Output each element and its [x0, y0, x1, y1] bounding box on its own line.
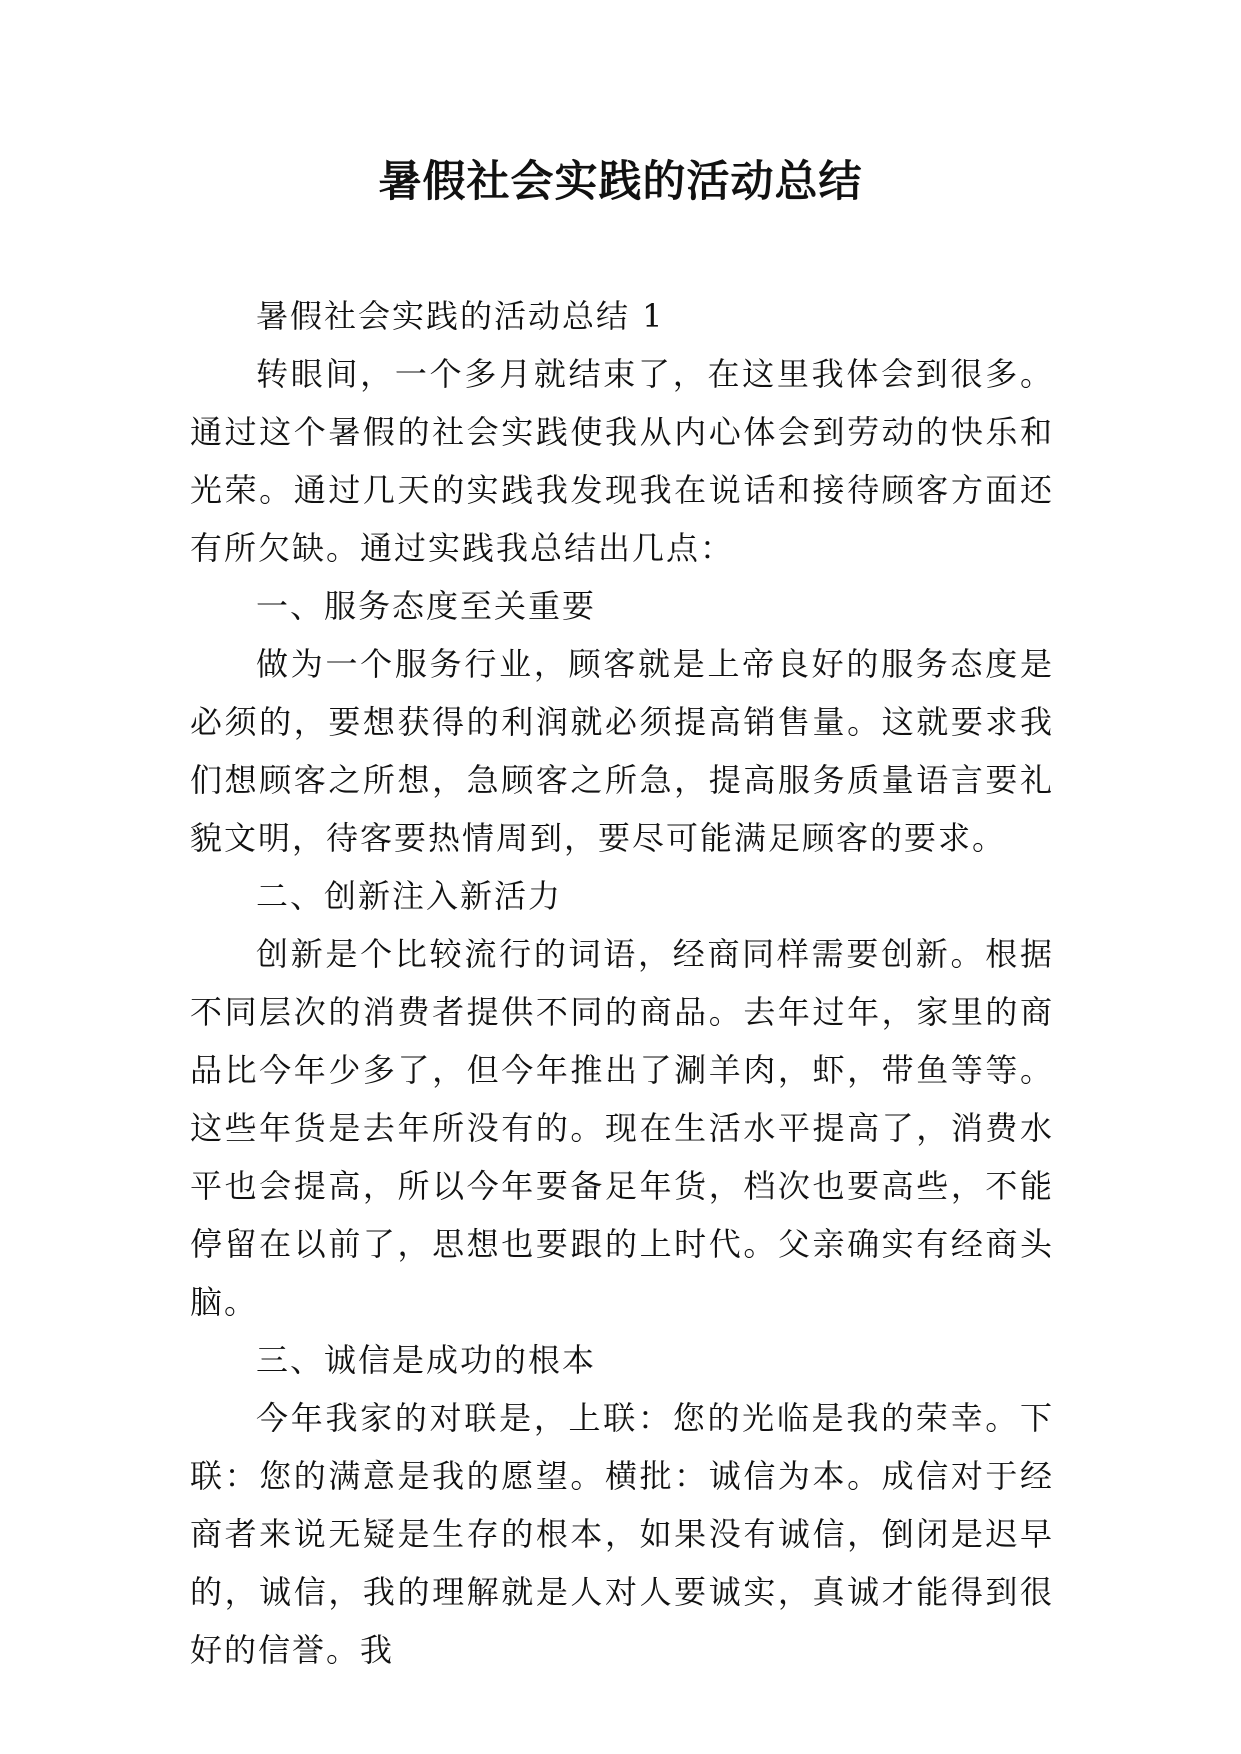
document-title: 暑假社会实践的活动总结 — [378, 157, 863, 207]
paragraph-innovation: 创新是个比较流行的词语，经商同样需要创新。根据不同层次的消费者提供不同的商品。去年过年，家里的商品比今年少多了，但今年推出了涮羊肉，虾，带鱼等等。这些年货是去年所没有的。现在生活水平提高了，消费水平也会提高，所以今年要备足年货，档次也要高些，不能停留在以前了，思想也要跟的上时代。父亲确实有经商头脑。 — [190, 935, 1054, 1321]
paragraph-integrity: 今年我家的对联是，上联：您的光临是我的荣幸。下联：您的满意是我的愿望。横批：诚信为本。成信对于经商者来说无疑是生存的根本，如果没有诚信，倒闭是迟早的，诚信，我的理解就是人对人要诚实，真诚才能得到很好的信誉。我 — [190, 1399, 1054, 1669]
heading-service-attitude: 一、服务态度至关重要 — [256, 587, 597, 625]
paragraph-intro: 转眼间，一个多月就结束了，在这里我体会到很多。通过这个暑假的社会实践使我从内心体会到劳动的快乐和光荣。通过几天的实践我发现我在说话和接待顾客方面还有所欠缺。通过实践我总结出几点： — [190, 355, 1054, 567]
document-body — [190, 287, 1054, 1679]
heading-innovation: 二、创新注入新活力 — [256, 877, 563, 915]
section-subtitle: 暑假社会实践的活动总结 1 — [256, 297, 665, 335]
paragraph-service-attitude: 做为一个服务行业，顾客就是上帝良好的服务态度是必须的，要想获得的利润就必须提高销售量。这就要求我们想顾客之所想，急顾客之所急，提高服务质量语言要礼貌文明，待客要热情周到，要尽可能满足顾客的要求。 — [190, 645, 1054, 857]
heading-integrity: 三、诚信是成功的根本 — [256, 1341, 597, 1379]
